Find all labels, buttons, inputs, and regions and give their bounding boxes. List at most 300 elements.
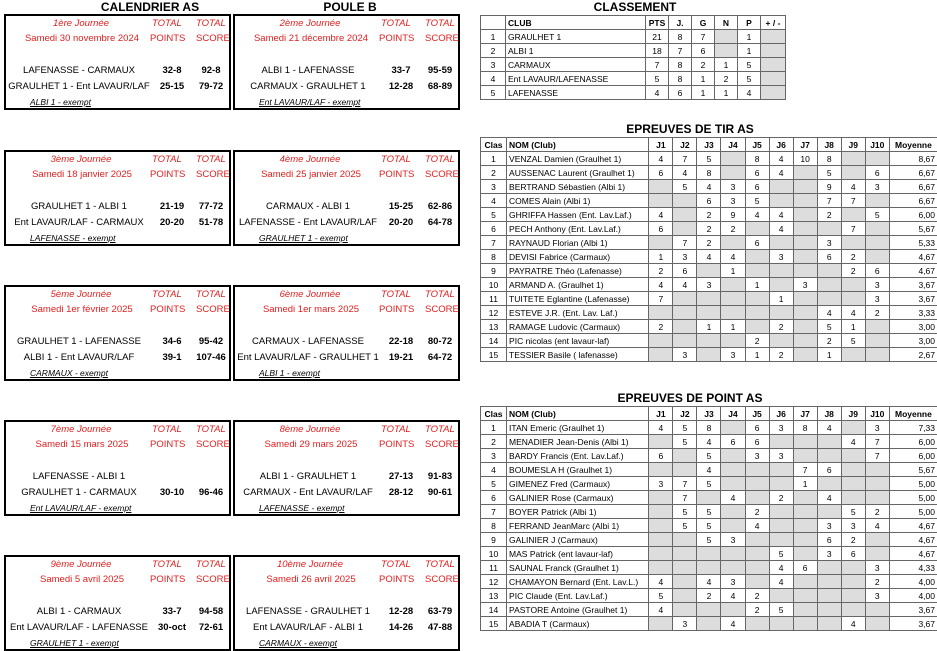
point-table: [480, 406, 937, 631]
table-cell: COMES Alain (Albi 1): [507, 194, 649, 208]
table-cell: 2: [745, 505, 769, 519]
match-points: 33-7: [383, 64, 419, 77]
table-cell: 15: [481, 348, 507, 362]
table-cell: 5: [769, 603, 793, 617]
table-cell: 9: [481, 264, 507, 278]
total-label: TOTAL: [152, 558, 182, 572]
table-cell: [745, 547, 769, 561]
score-label: SCORE: [196, 573, 230, 587]
table-cell: [841, 152, 865, 166]
match-points: 22-18: [383, 335, 419, 348]
points-label: POINTS: [150, 32, 185, 46]
match-points: 14-26: [383, 621, 419, 634]
score-label: SCORE: [196, 303, 230, 317]
table-cell: [865, 533, 889, 547]
table-cell: [769, 519, 793, 533]
table-cell: [721, 152, 745, 166]
total-label: TOTAL: [425, 17, 455, 31]
total-label: TOTAL: [196, 423, 226, 437]
journee-title: 10ème Journée: [235, 558, 385, 572]
table-cell: 7: [481, 505, 507, 519]
table-cell: [793, 589, 817, 603]
table-cell: ESTEVE J.R. (Ent. Lav. Laf.): [507, 306, 649, 320]
match-points: 39-1: [154, 351, 190, 364]
journee-date: Samedi 30 novembre 2024: [8, 32, 156, 46]
journee-title: 5ème Journée: [6, 288, 156, 302]
table-cell: [745, 264, 769, 278]
match-score: 64-78: [422, 216, 458, 229]
table-cell: 2: [697, 236, 721, 250]
table-row: [481, 505, 937, 519]
match-points: 19-21: [383, 351, 419, 364]
table-cell: [769, 278, 793, 292]
table-cell: 8: [481, 519, 507, 533]
table-cell: [865, 348, 889, 362]
table-cell: 2: [817, 208, 841, 222]
table-cell: 1: [649, 250, 673, 264]
table-cell: 2: [817, 334, 841, 348]
journee-box: [233, 420, 460, 516]
journee-box: [4, 420, 231, 516]
total-label: TOTAL: [196, 153, 226, 167]
tir-table: [480, 137, 937, 362]
table-cell: 5: [673, 435, 697, 449]
table-cell: 4: [721, 250, 745, 264]
table-cell: 4: [769, 575, 793, 589]
total-label: TOTAL: [381, 153, 411, 167]
table-cell: [793, 292, 817, 306]
table-cell: 5,33: [889, 236, 937, 250]
table-cell: [817, 449, 841, 463]
match-points: 32-8: [154, 64, 190, 77]
table-cell: ITAN Emeric (Graulhet 1): [507, 421, 649, 435]
match-score: 91-83: [422, 470, 458, 483]
table-cell: BERTRAND Sébastien (Albi 1): [507, 180, 649, 194]
table-cell: [745, 463, 769, 477]
table-cell: [649, 561, 673, 575]
table-row: [481, 194, 937, 208]
table-cell: [841, 463, 865, 477]
table-cell: 3: [865, 589, 889, 603]
table-cell: [697, 617, 721, 631]
table-cell: 4: [745, 519, 769, 533]
table-cell: 3: [721, 194, 745, 208]
table-cell: 6: [745, 236, 769, 250]
table-cell: 3: [865, 421, 889, 435]
match-teams: ALBI 1 - LAFENASSE: [235, 64, 381, 77]
table-cell: 6: [817, 463, 841, 477]
exempt-text: LAFENASSE - exempt: [30, 233, 116, 243]
table-row: [481, 152, 937, 166]
table-cell: 4: [841, 435, 865, 449]
table-cell: [649, 180, 673, 194]
journee-title: 4ème Journée: [235, 153, 385, 167]
exempt-note: [30, 638, 119, 648]
table-cell: 13: [481, 589, 507, 603]
table-cell: 1: [715, 58, 738, 72]
table-cell: [865, 603, 889, 617]
table-cell: 5: [738, 58, 761, 72]
table-cell: 4: [673, 166, 697, 180]
table-cell: [761, 72, 786, 86]
header-cell: J10: [865, 407, 889, 421]
table-cell: [793, 617, 817, 631]
exempt-note: [259, 503, 345, 513]
table-cell: [817, 435, 841, 449]
table-cell: 6: [865, 264, 889, 278]
table-cell: 1: [745, 348, 769, 362]
table-row: [481, 561, 937, 575]
table-cell: 3: [769, 250, 793, 264]
match-teams: ALBI 1 - GRAULHET 1: [235, 470, 381, 483]
match-teams: GRAULHET 1 - ALBI 1: [6, 200, 152, 213]
header-cell: + / -: [761, 16, 786, 30]
table-cell: [715, 30, 738, 44]
table-cell: [793, 435, 817, 449]
total-label: TOTAL: [196, 558, 226, 572]
table-cell: [865, 152, 889, 166]
table-cell: 3: [769, 421, 793, 435]
table-cell: 1: [481, 421, 507, 435]
table-cell: [721, 505, 745, 519]
table-cell: [697, 561, 721, 575]
table-cell: 3: [481, 449, 507, 463]
match-score: 80-72: [422, 335, 458, 348]
table-cell: [649, 194, 673, 208]
match-teams: GRAULHET 1 - LAFENASSE: [6, 335, 152, 348]
header-cell: J3: [697, 407, 721, 421]
match-teams: GRAULHET 1 - Ent LAVAUR/LAF: [6, 80, 152, 93]
table-cell: RAMAGE Ludovic (Carmaux): [507, 320, 649, 334]
match-score: 68-89: [422, 80, 458, 93]
table-cell: [769, 463, 793, 477]
table-cell: 4: [697, 180, 721, 194]
table-row: [481, 306, 937, 320]
table-cell: [793, 306, 817, 320]
table-cell: [649, 236, 673, 250]
table-cell: [697, 264, 721, 278]
table-cell: 2: [769, 491, 793, 505]
table-cell: [793, 603, 817, 617]
table-cell: MENADIER Jean-Denis (Albi 1): [507, 435, 649, 449]
table-cell: [793, 180, 817, 194]
table-row: [481, 44, 786, 58]
exempt-text: Ent LAVAUR/LAF - exempt: [30, 503, 131, 513]
table-cell: [769, 194, 793, 208]
total-label: TOTAL: [425, 153, 455, 167]
table-cell: [841, 449, 865, 463]
table-cell: [745, 561, 769, 575]
table-cell: 3: [673, 250, 697, 264]
table-row: [481, 547, 937, 561]
table-cell: SAUNAL Franck (Graulhet 1): [507, 561, 649, 575]
table-cell: 3,67: [889, 603, 937, 617]
table-cell: [673, 603, 697, 617]
table-cell: 4: [721, 491, 745, 505]
table-cell: 1: [738, 44, 761, 58]
table-cell: [865, 320, 889, 334]
table-cell: 10: [481, 547, 507, 561]
header-cell: J6: [769, 138, 793, 152]
table-cell: 4: [697, 435, 721, 449]
header-cell: J8: [817, 138, 841, 152]
table-cell: TESSIER Basile ( lafenasse): [507, 348, 649, 362]
table-cell: ARMAND A. (Graulhet 1): [507, 278, 649, 292]
table-cell: 4: [646, 86, 669, 100]
table-cell: [841, 348, 865, 362]
table-cell: [721, 561, 745, 575]
table-cell: 2: [481, 166, 507, 180]
table-cell: [817, 292, 841, 306]
table-cell: 4: [865, 519, 889, 533]
table-cell: [865, 463, 889, 477]
match-points: 34-6: [154, 335, 190, 348]
table-cell: 3: [721, 348, 745, 362]
table-cell: 7: [673, 477, 697, 491]
table-cell: [793, 334, 817, 348]
table-cell: 10: [481, 278, 507, 292]
header-cell: J8: [817, 407, 841, 421]
match-points: 25-15: [154, 80, 190, 93]
table-cell: [649, 505, 673, 519]
match-points: 20-20: [154, 216, 190, 229]
table-cell: 2: [841, 533, 865, 547]
calendrier-title: CALENDRIER AS: [80, 0, 220, 14]
table-cell: [673, 194, 697, 208]
table-cell: GALINIER Rose (Carmaux): [507, 491, 649, 505]
exempt-note: [259, 233, 348, 243]
table-cell: 6: [649, 166, 673, 180]
points-label: POINTS: [379, 438, 414, 452]
table-cell: 11: [481, 561, 507, 575]
table-cell: [649, 435, 673, 449]
table-cell: 5,00: [889, 505, 937, 519]
table-cell: [745, 491, 769, 505]
table-cell: 1: [715, 86, 738, 100]
table-cell: [865, 236, 889, 250]
table-cell: 4,67: [889, 519, 937, 533]
match-score: 92-8: [193, 64, 229, 77]
match-teams: CARMAUX - GRAULHET 1: [235, 80, 381, 93]
table-cell: 1: [692, 86, 715, 100]
table-cell: [721, 547, 745, 561]
table-cell: 6: [745, 421, 769, 435]
table-cell: [761, 58, 786, 72]
table-row: [481, 72, 786, 86]
table-cell: 2: [721, 222, 745, 236]
table-cell: 2: [745, 334, 769, 348]
table-cell: 5: [745, 194, 769, 208]
table-cell: [673, 208, 697, 222]
table-cell: 9: [817, 180, 841, 194]
table-cell: [697, 292, 721, 306]
table-cell: 3: [673, 617, 697, 631]
table-row: [481, 292, 937, 306]
table-row: [481, 222, 937, 236]
header-cell: J7: [793, 407, 817, 421]
table-cell: [649, 491, 673, 505]
table-cell: [697, 603, 721, 617]
table-cell: 3: [481, 58, 506, 72]
table-row: [481, 264, 937, 278]
table-cell: [761, 44, 786, 58]
table-cell: 6: [697, 194, 721, 208]
match-teams: Ent LAVAUR/LAF - LAFENASSE: [6, 621, 152, 634]
match-score: 77-72: [193, 200, 229, 213]
table-cell: [721, 449, 745, 463]
exempt-note: [259, 368, 320, 378]
table-cell: [817, 505, 841, 519]
table-cell: 5: [673, 180, 697, 194]
table-cell: 21: [646, 30, 669, 44]
table-cell: 4: [697, 463, 721, 477]
table-cell: [817, 561, 841, 575]
table-cell: 3,67: [889, 292, 937, 306]
table-cell: 6: [793, 561, 817, 575]
table-cell: 4: [649, 208, 673, 222]
table-cell: [697, 334, 721, 348]
table-cell: 6: [669, 86, 692, 100]
total-label: TOTAL: [381, 288, 411, 302]
points-label: POINTS: [150, 303, 185, 317]
table-cell: 8,67: [889, 152, 937, 166]
table-cell: 3: [793, 278, 817, 292]
table-cell: [697, 348, 721, 362]
score-label: SCORE: [196, 438, 230, 452]
table-cell: 6,00: [889, 449, 937, 463]
table-cell: [745, 306, 769, 320]
table-cell: [715, 44, 738, 58]
table-cell: 6,00: [889, 435, 937, 449]
table-cell: 4: [649, 421, 673, 435]
table-cell: 3: [865, 292, 889, 306]
match-score: 95-42: [193, 335, 229, 348]
table-cell: [793, 491, 817, 505]
table-cell: [865, 334, 889, 348]
table-cell: 7: [481, 236, 507, 250]
table-row: [481, 278, 937, 292]
journee-date: Samedi 25 janvier 2025: [237, 168, 385, 182]
match-teams: Ent LAVAUR/LAF - ALBI 1: [235, 621, 381, 634]
table-cell: 4: [649, 575, 673, 589]
table-cell: 12: [481, 306, 507, 320]
table-cell: 4: [817, 421, 841, 435]
exempt-note: [30, 368, 108, 378]
table-cell: 5: [481, 208, 507, 222]
match-points: 30-10: [154, 486, 190, 499]
table-cell: 7: [841, 194, 865, 208]
table-cell: [817, 278, 841, 292]
table-cell: 8: [793, 421, 817, 435]
exempt-note: [259, 97, 360, 107]
header-cell: J7: [793, 138, 817, 152]
table-cell: 3: [841, 519, 865, 533]
header-cell: NOM (Club): [507, 138, 649, 152]
table-cell: [673, 561, 697, 575]
table-cell: 13: [481, 320, 507, 334]
table-cell: [865, 250, 889, 264]
table-header-row: [481, 16, 786, 30]
journee-date: Samedi 1er février 2025: [8, 303, 156, 317]
table-cell: 4: [697, 250, 721, 264]
table-cell: [793, 505, 817, 519]
table-cell: [721, 166, 745, 180]
table-cell: 5: [697, 449, 721, 463]
table-cell: MAS Patrick (ent lavaur-laf): [507, 547, 649, 561]
header-cell: Moyenne: [889, 138, 937, 152]
match-score: 90-61: [422, 486, 458, 499]
table-cell: 4: [738, 86, 761, 100]
journee-title: 8ème Journée: [235, 423, 385, 437]
table-cell: 3: [745, 449, 769, 463]
classement-title: CLASSEMENT: [560, 0, 710, 14]
total-label: TOTAL: [425, 558, 455, 572]
journee-box: [233, 555, 460, 651]
table-cell: PAYRATRE Théo (Lafenasse): [507, 264, 649, 278]
header-cell: J6: [769, 407, 793, 421]
score-label: SCORE: [196, 32, 230, 46]
table-row: [481, 334, 937, 348]
table-cell: 6: [841, 547, 865, 561]
journee-box: [233, 285, 460, 381]
table-cell: 1: [817, 348, 841, 362]
table-cell: 10: [793, 152, 817, 166]
journee-date: Samedi 29 mars 2025: [237, 438, 385, 452]
table-cell: 1: [692, 72, 715, 86]
table-cell: 1: [697, 320, 721, 334]
table-cell: [697, 306, 721, 320]
table-cell: 4: [481, 72, 506, 86]
table-cell: [769, 505, 793, 519]
table-row: [481, 320, 937, 334]
match-score: 79-72: [193, 80, 229, 93]
table-cell: 1: [745, 278, 769, 292]
header-cell: J.: [669, 16, 692, 30]
table-cell: 7: [646, 58, 669, 72]
table-cell: 14: [481, 603, 507, 617]
journee-date: Samedi 26 avril 2025: [237, 573, 385, 587]
table-cell: 3,00: [889, 334, 937, 348]
points-label: POINTS: [150, 573, 185, 587]
table-cell: 4: [649, 152, 673, 166]
table-row: [481, 435, 937, 449]
journee-box: [4, 555, 231, 651]
table-cell: [721, 278, 745, 292]
points-label: POINTS: [379, 303, 414, 317]
table-cell: [721, 334, 745, 348]
match-points: 21-19: [154, 200, 190, 213]
match-score: 64-72: [422, 351, 458, 364]
total-label: TOTAL: [425, 423, 455, 437]
table-cell: [673, 334, 697, 348]
table-cell: 3: [865, 278, 889, 292]
exempt-note: [30, 97, 91, 107]
table-cell: RAYNAUD Florian (Albi 1): [507, 236, 649, 250]
table-cell: ALBI 1: [506, 44, 646, 58]
table-cell: 2: [697, 589, 721, 603]
table-cell: 7: [692, 30, 715, 44]
table-row: [481, 519, 937, 533]
table-cell: [745, 250, 769, 264]
table-cell: [745, 320, 769, 334]
table-cell: 1: [793, 477, 817, 491]
header-cell: J9: [841, 407, 865, 421]
journee-date: Samedi 18 janvier 2025: [8, 168, 156, 182]
table-cell: [673, 292, 697, 306]
match-score: 63-79: [422, 605, 458, 618]
exempt-text: Ent LAVAUR/LAF - exempt: [259, 97, 360, 107]
header-cell: PTS: [646, 16, 669, 30]
